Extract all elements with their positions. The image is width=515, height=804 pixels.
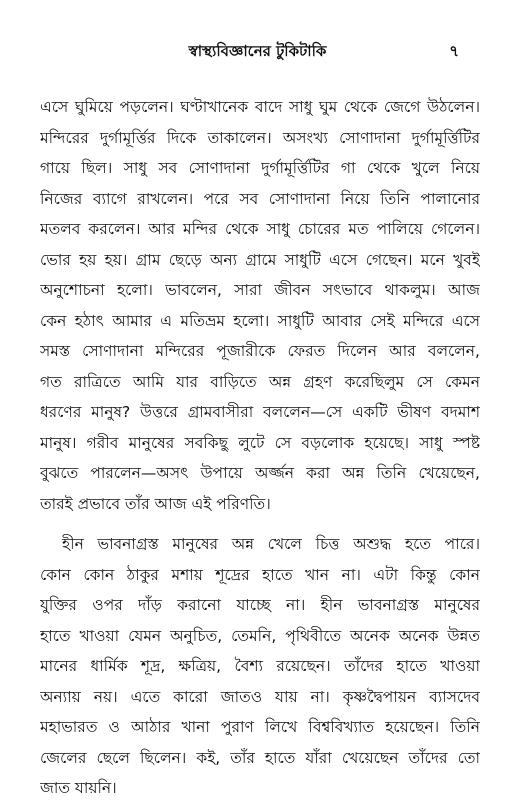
page-number: ৭ <box>449 42 459 60</box>
text-line: হাতে খাওয়া যেমন অনুচিত, তেমনি, পৃথিবীতে অনেক অনেক উন্নত <box>40 626 480 645</box>
text-line: যুক্তির ওপর দাঁড় করানো যাচ্ছে না। হীন ভাবনাগ্রস্ত মানুষের <box>40 596 480 614</box>
text-line: বুঝতে পারলেন—অসৎ উপায়ে অর্জ্জন করা অন্ন তিনি খেয়েছেন, <box>40 464 480 482</box>
text-line: গায়ে ছিল। সাধু সব সোণাদানা দুর্গামূর্ত্তিটির গা থেকে খুলে নিয়ে <box>40 159 480 177</box>
text-line: অন্যায় নয়। এতে কারো জাতও যায় না। কৃষ্ণদ্বৈপায়ন ব্যাসদেব <box>40 687 480 706</box>
text-line: অনুশোচনা হলো। ভাবলেন, সারা জীবন সৎভাবে থাকলুম। আজ <box>40 281 480 299</box>
text-line: মানের ধার্মিক শূদ্র, ক্ষত্রিয়, বৈশ্য রয়েছেন। তাঁদের হাতে খাওয়া <box>40 657 480 675</box>
paragraph <box>40 92 480 519</box>
text-line: গত রাত্রিতে আমি যার বাড়িতে অন্ন গ্রহণ করেছিলুম সে কেমন <box>40 372 480 391</box>
body-text <box>40 92 480 804</box>
text-line: কেন হঠাৎ আমার এ মতিভ্রম হলো। সাধুটি আবার সেই মন্দিরে এসে <box>40 311 480 330</box>
text-line: কোন কোন ঠাকুর মশায় শূদ্রের হাতে খান না। এটা কিন্তু কোন <box>40 565 480 584</box>
text-line: মানুষ। গরীব মানুষের সবকিছু লুটে সে বড়লোক হয়েছে। সাধু স্পষ্ট <box>40 433 480 452</box>
text-line: জেলের ছেলে ছিলেন। কই, তাঁর হাতে যাঁরা খেয়েছেন তাঁদের তো <box>40 748 480 767</box>
text-line: ভোর হয় হয়। গ্রাম ছেড়ে অন্য গ্রামে সাধুটি এসে গেছেন। মনে খুবই <box>40 250 480 269</box>
text-line: সমস্ত সোণাদানা মন্দিরের পূজারীকে ফেরত দিলেন আর বললেন, <box>40 342 480 360</box>
text-line: এসে ঘুমিয়ে পড়লেন। ঘণ্টাখানেক বাদে সাধু ঘুম থেকে জেগে উঠলেন। <box>40 98 480 116</box>
paragraph-gap <box>40 519 480 529</box>
text-line: জাত যায়নি। <box>40 779 117 797</box>
text-line: নিজের ব্যাগে রাখলেন। পরে সব সোণাদানা নিয়ে তিনি পালানোর <box>40 189 480 208</box>
text-line: ধরণের মানুষ? উত্তরে গ্রামবাসীরা বললেন—সে একটি ভীষণ বদমাশ <box>40 403 480 421</box>
paragraph <box>40 529 480 804</box>
text-line: মহাভারত ও আঠার খানা পুরাণ লিখে বিশ্ববিখ্যাত হয়েছেন। তিনি <box>40 718 480 736</box>
text-line: হীন ভাবনাগ্রস্ত মানুষের অন্ন খেলে চিত্ত অশুদ্ধ হতে পারে। <box>62 535 480 553</box>
text-line: মতলব করলেন। আর মন্দির থেকে সাধু চোরের মত পালিয়ে গেলেন। <box>40 220 480 238</box>
running-title: স্বাস্থ্যবিজ্ঞানের টুকিটাকি <box>188 42 327 60</box>
text-line: মন্দিরের দুর্গামূর্ত্তির দিকে তাকালেন। অসংখ্য সোণাদানা দুর্গামূর্ত্তিটির <box>40 128 480 147</box>
text-line: তারই প্রভাবে তাঁর আজ এই পরিণতি। <box>40 494 271 513</box>
